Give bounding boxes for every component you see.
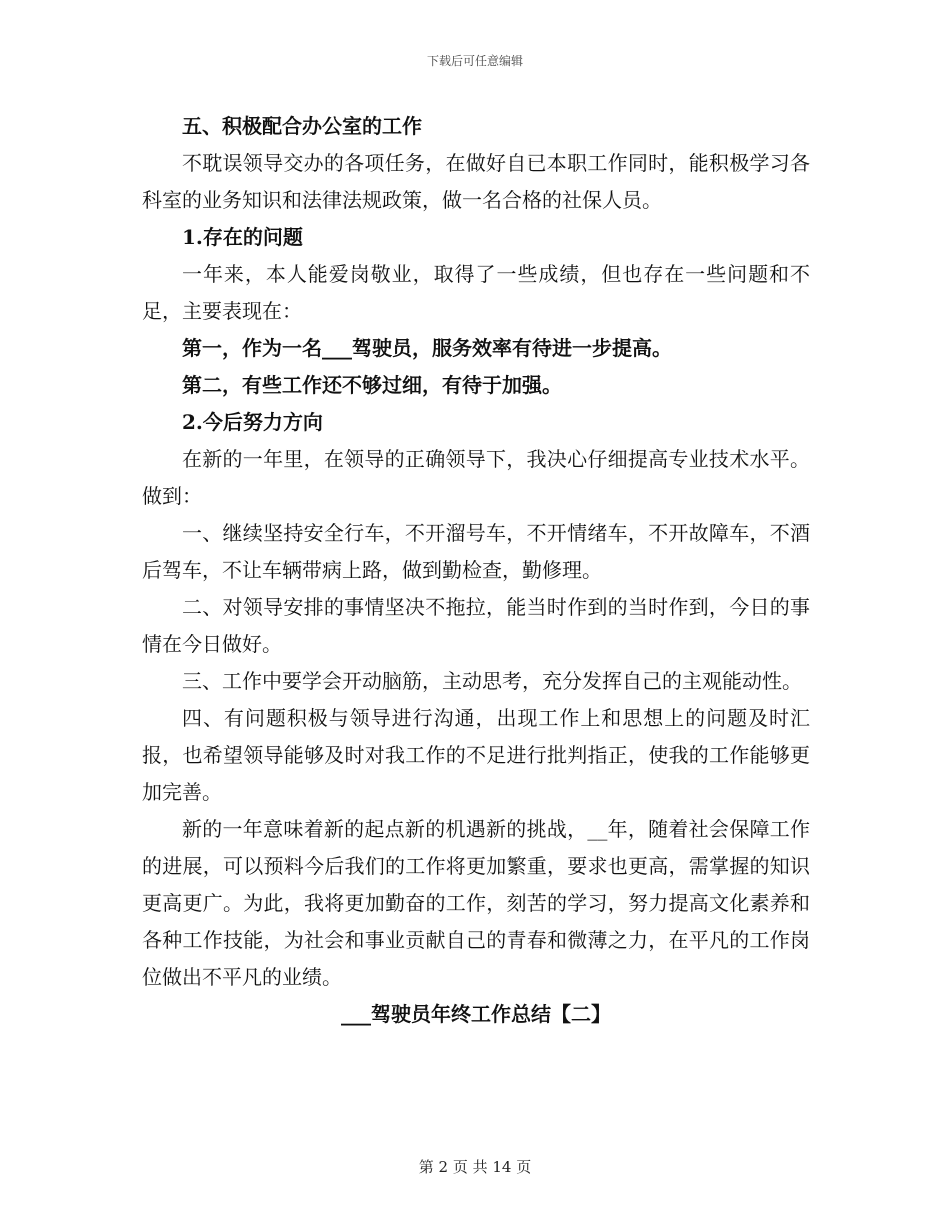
section-title: ___驾驶员年终工作总结【二】	[341, 1002, 611, 1026]
page-number: 第 2 页 共 14 页	[418, 1158, 532, 1176]
heading-future-direction: 2.今后努力方向	[182, 410, 323, 434]
paragraph-problem-first: 第一，作为一名___驾驶员，服务效率有待进一步提高。	[182, 336, 672, 360]
paragraph-tasks: 不耽误领导交办的各项任务，在做好自已本职工作同时，能积极学习各科室的业务知识和法律法规政策，做一名合格的社保人员。	[142, 151, 810, 212]
page-header-note: 下载后可任意编辑	[426, 54, 523, 68]
paragraph-future-intro: 在新的一年里，在领导的正确领导下，我决心仔细提高专业技术水平。做到：	[142, 447, 810, 508]
paragraph-point-one: 一、继续坚持安全行车，不开溜号车，不开情绪车，不开故障车，不酒后驾车，不让车辆带病上路，做到勤检查，勤修理。	[142, 521, 810, 582]
paragraph-point-three: 三、工作中要学会开动脑筋，主动思考，充分发挥自己的主观能动性。	[182, 669, 802, 693]
heading-office-cooperation: 五、积极配合办公室的工作	[182, 114, 422, 138]
paragraph-problem-second: 第二，有些工作还不够过细，有待于加强。	[182, 373, 562, 397]
heading-existing-problems: 1.存在的问题	[182, 225, 303, 249]
paragraph-point-two: 二、对领导安排的事情坚决不拖拉，能当时作到的当时作到，今日的事情在今日做好。	[142, 595, 810, 656]
paragraph-point-four: 四、有问题积极与领导进行沟通，出现工作上和思想上的问题及时汇报，也希望领导能够及时对我工作的不足进行批判指正，使我的工作能够更加完善。	[142, 706, 810, 804]
document-body	[142, 108, 810, 1033]
paragraph-problems-intro: 一年来，本人能爱岗敬业，取得了一些成绩，但也存在一些问题和不足，主要表现在：	[142, 262, 810, 323]
paragraph-conclusion: 新的一年意味着新的起点新的机遇新的挑战，__年，随着社会保障工作的进展，可以预料今后我们的工作将更加繁重，要求也更高，需掌握的知识更高更广。为此，我将更加勤奋的工作，刻苦的学习，努力提高文化素养和各种工作技能，为社会和事业贡献自己的青春和微薄之力，在平凡的工作岗位做出不平凡的业绩。	[142, 817, 810, 989]
